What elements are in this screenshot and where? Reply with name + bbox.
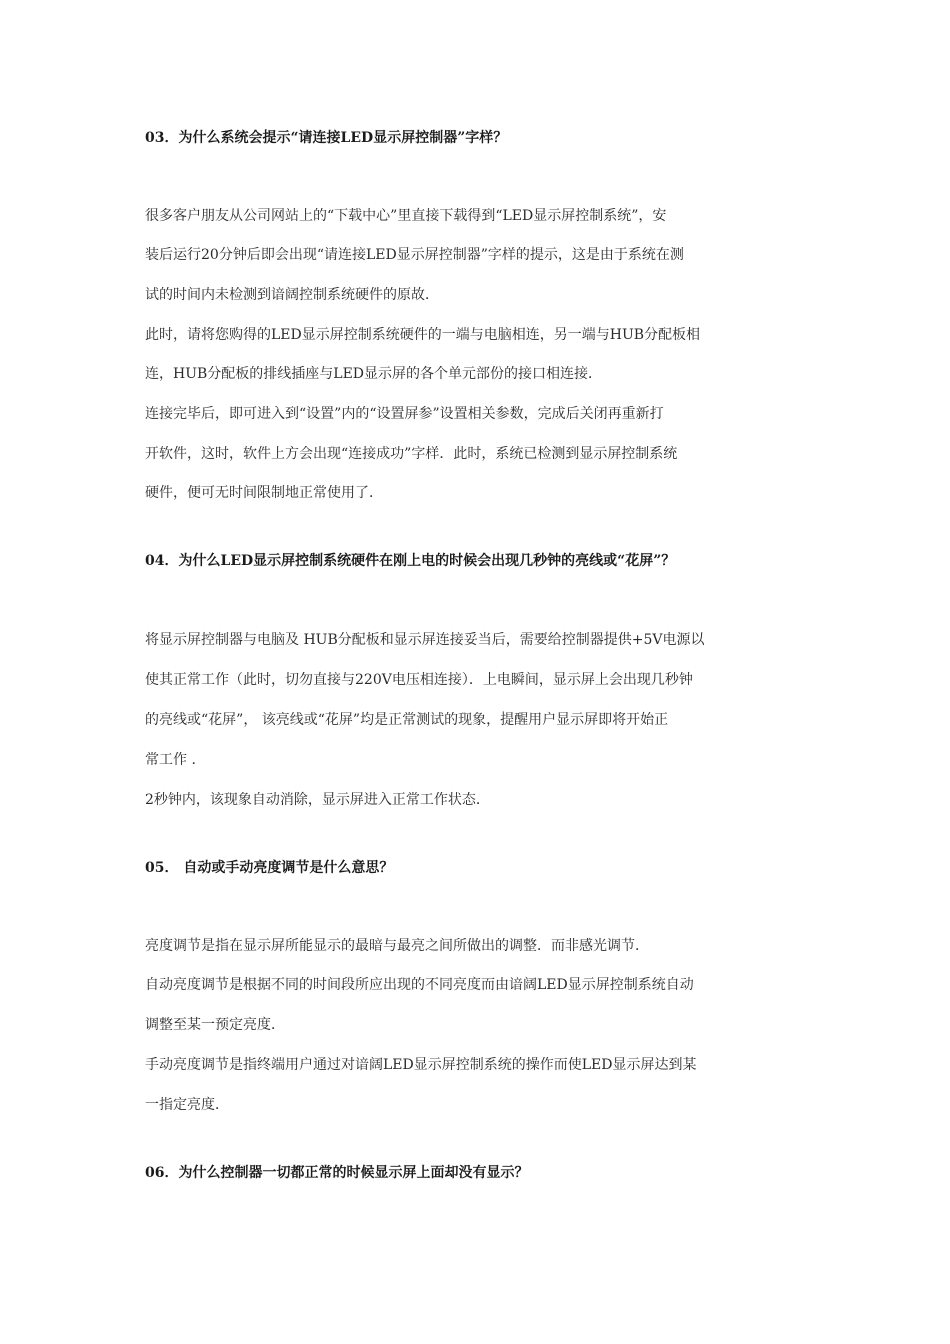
paragraph-line: 开软件，这时，软件上方会出现“连接成功”字样．此时，系统已检测到显示屏控制系统 (145, 446, 678, 462)
paragraph-line: 硬件，便可无时间限制地正常使用了． (145, 485, 383, 501)
paragraph-line: 2秒钟内，该现象自动消除，显示屏进入正常工作状态． (145, 792, 490, 808)
paragraph-line: 调整至某一预定亮度． (145, 1017, 285, 1033)
section-heading-04: 04．为什么LED显示屏控制系统硬件在刚上电的时候会出现几秒钟的亮线或“花屏”？ (145, 553, 676, 569)
paragraph-line: 装后运行20分钟后即会出现“请连接LED显示屏控制器”字样的提示，这是由于系统在测 (145, 247, 684, 263)
paragraph-line: 的亮线或“花屏”， 该亮线或“花屏”均是正常测试的现象，提醒用户显示屏即将开始正 (145, 712, 669, 728)
paragraph-line: 自动亮度调节是根据不同的时间段所应出现的不同亮度而由谙阔LED显示屏控制系统自动 (145, 977, 694, 993)
section-heading-03: 03．为什么系统会提示“请连接LED显示屏控制器”字样？ (145, 130, 508, 146)
paragraph-line: 很多客户朋友从公司网站上的“下载中心”里直接下载得到“LED显示屏控制系统”，安 (145, 208, 667, 224)
paragraph-line: 亮度调节是指在显示屏所能显示的最暗与最亮之间所做出的调整．而非感光调节． (145, 938, 649, 954)
paragraph-line: 一指定亮度． (145, 1097, 229, 1113)
paragraph-line: 连，HUB分配板的排线插座与LED显示屏的各个单元部份的接口相连接． (145, 366, 603, 382)
section-heading-06: 06．为什么控制器一切都正常的时候显示屏上面却没有显示？ (145, 1165, 529, 1181)
paragraph-line: 常工作 . (145, 752, 196, 768)
section-heading-05: 05． 自动或手动亮度调节是什么意思？ (145, 860, 394, 876)
paragraph-line: 试的时间内未检测到谙阔控制系统硬件的原故． (145, 287, 439, 303)
paragraph-line: 此时，请将您购得的LED显示屏控制系统硬件的一端与电脑相连，另一端与HUB分配板相 (145, 327, 701, 343)
paragraph-line: 连接完毕后，即可进入到“设置”内的“设置屏参”设置相关参数，完成后关闭再重新打 (145, 406, 664, 422)
paragraph-line: 使其正常工作（此时，切勿直接与220V电压相连接）．上电瞬间，显示屏上会出现几秒钟 (145, 672, 693, 688)
paragraph-line: 手动亮度调节是指终端用户通过对谙阔LED显示屏控制系统的操作而使LED显示屏达到某 (145, 1057, 697, 1073)
paragraph-line: 将显示屏控制器与电脑及 HUB分配板和显示屏连接妥当后，需要给控制器提供+5V电源以 (145, 632, 705, 648)
